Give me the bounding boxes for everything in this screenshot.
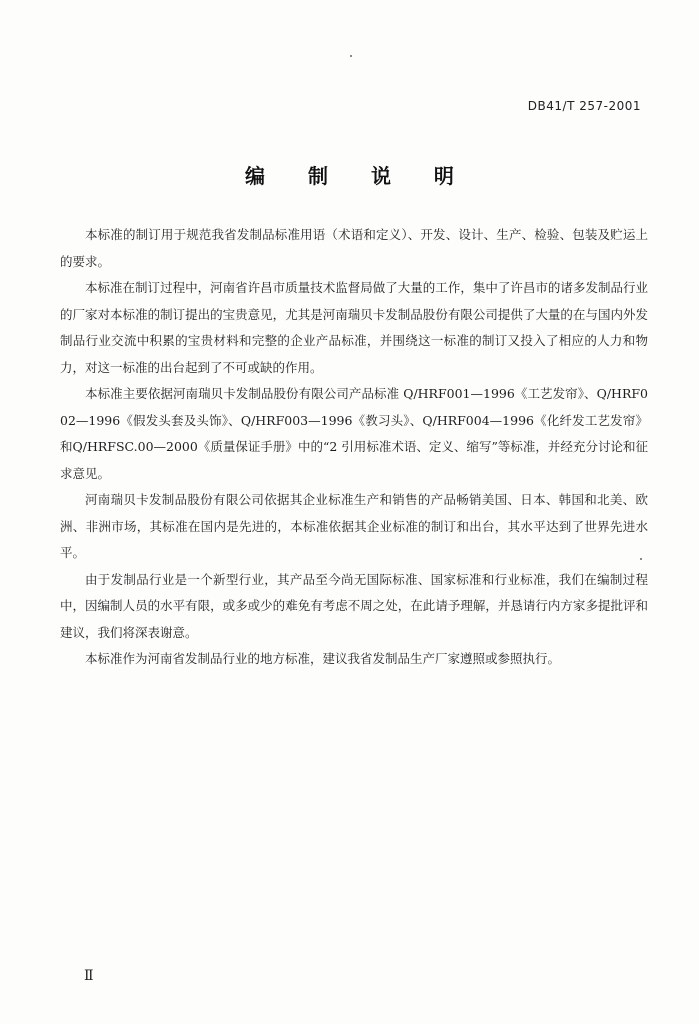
standard-number: DB41/T 257-2001 (527, 99, 641, 113)
page-number: Ⅱ (84, 968, 94, 984)
section-title: 编 制 说 明 (245, 164, 472, 188)
paragraph-recommendation: 本标准作为河南省发制品行业的地方标准，建议我省发制品生产厂家遵照或参照执行。 (85, 651, 561, 666)
scan-speck (350, 55, 352, 57)
paragraph-limitations: 由于发制品行业是一个新型行业，其产品至今尚无国际标准、国家标准和行业标准，我们在编制过程中，因编制人员的水平有限，或多或少的难免有考虑不周之处，在此请予理解，并恳请行内方家多提批评和建议，我们将深表谢意。 (60, 571, 648, 640)
paragraph-scope: 本标准的制订用于规范我省发制品标准用语（术语和定义）、开发、设计、生产、检验、包装及贮运上的要求。 (60, 227, 648, 269)
paragraph-drafting-process: 本标准在制订过程中，河南省许昌市质量技术监督局做了大量的工作，集中了许昌市的诸多发制品行业的厂家对本标准的制订提出的宝贵意见，尤其是河南瑞贝卡发制品股份有限公司提供了大量的在与国内外发制品行业交流中积累的宝贵材料和完整的企业产品标准，并围绕这一标准的制订又投入了相应的人力和物力，对这一标准的出台起到了不可或缺的作用。 (60, 280, 648, 375)
paragraph-level: 河南瑞贝卡发制品股份有限公司依据其企业标准生产和销售的产品畅销美国、日本、韩国和北美、欧洲、非洲市场，其标准在国内是先进的，本标准依据其企业标准的制订和出台，其水平达到了世界先进水平。 (60, 492, 648, 560)
scan-speck (640, 558, 642, 560)
paragraph-basis: 本标准主要依据河南瑞贝卡发制品股份有限公司产品标准 Q/HRF001—1996《工艺发帘》、Q/HRF002—1996《假发头套及头饰》、Q/HRF003—1996《教习头》、Q/HRF004—1996《化纤发工艺发帘》和Q/HRFSC.00—2000《质量保证手册》中的“2 引用标准术语、定义、缩写”等标准，并经充分讨论和征求意见。 (60, 386, 648, 481)
body-text (60, 222, 648, 673)
